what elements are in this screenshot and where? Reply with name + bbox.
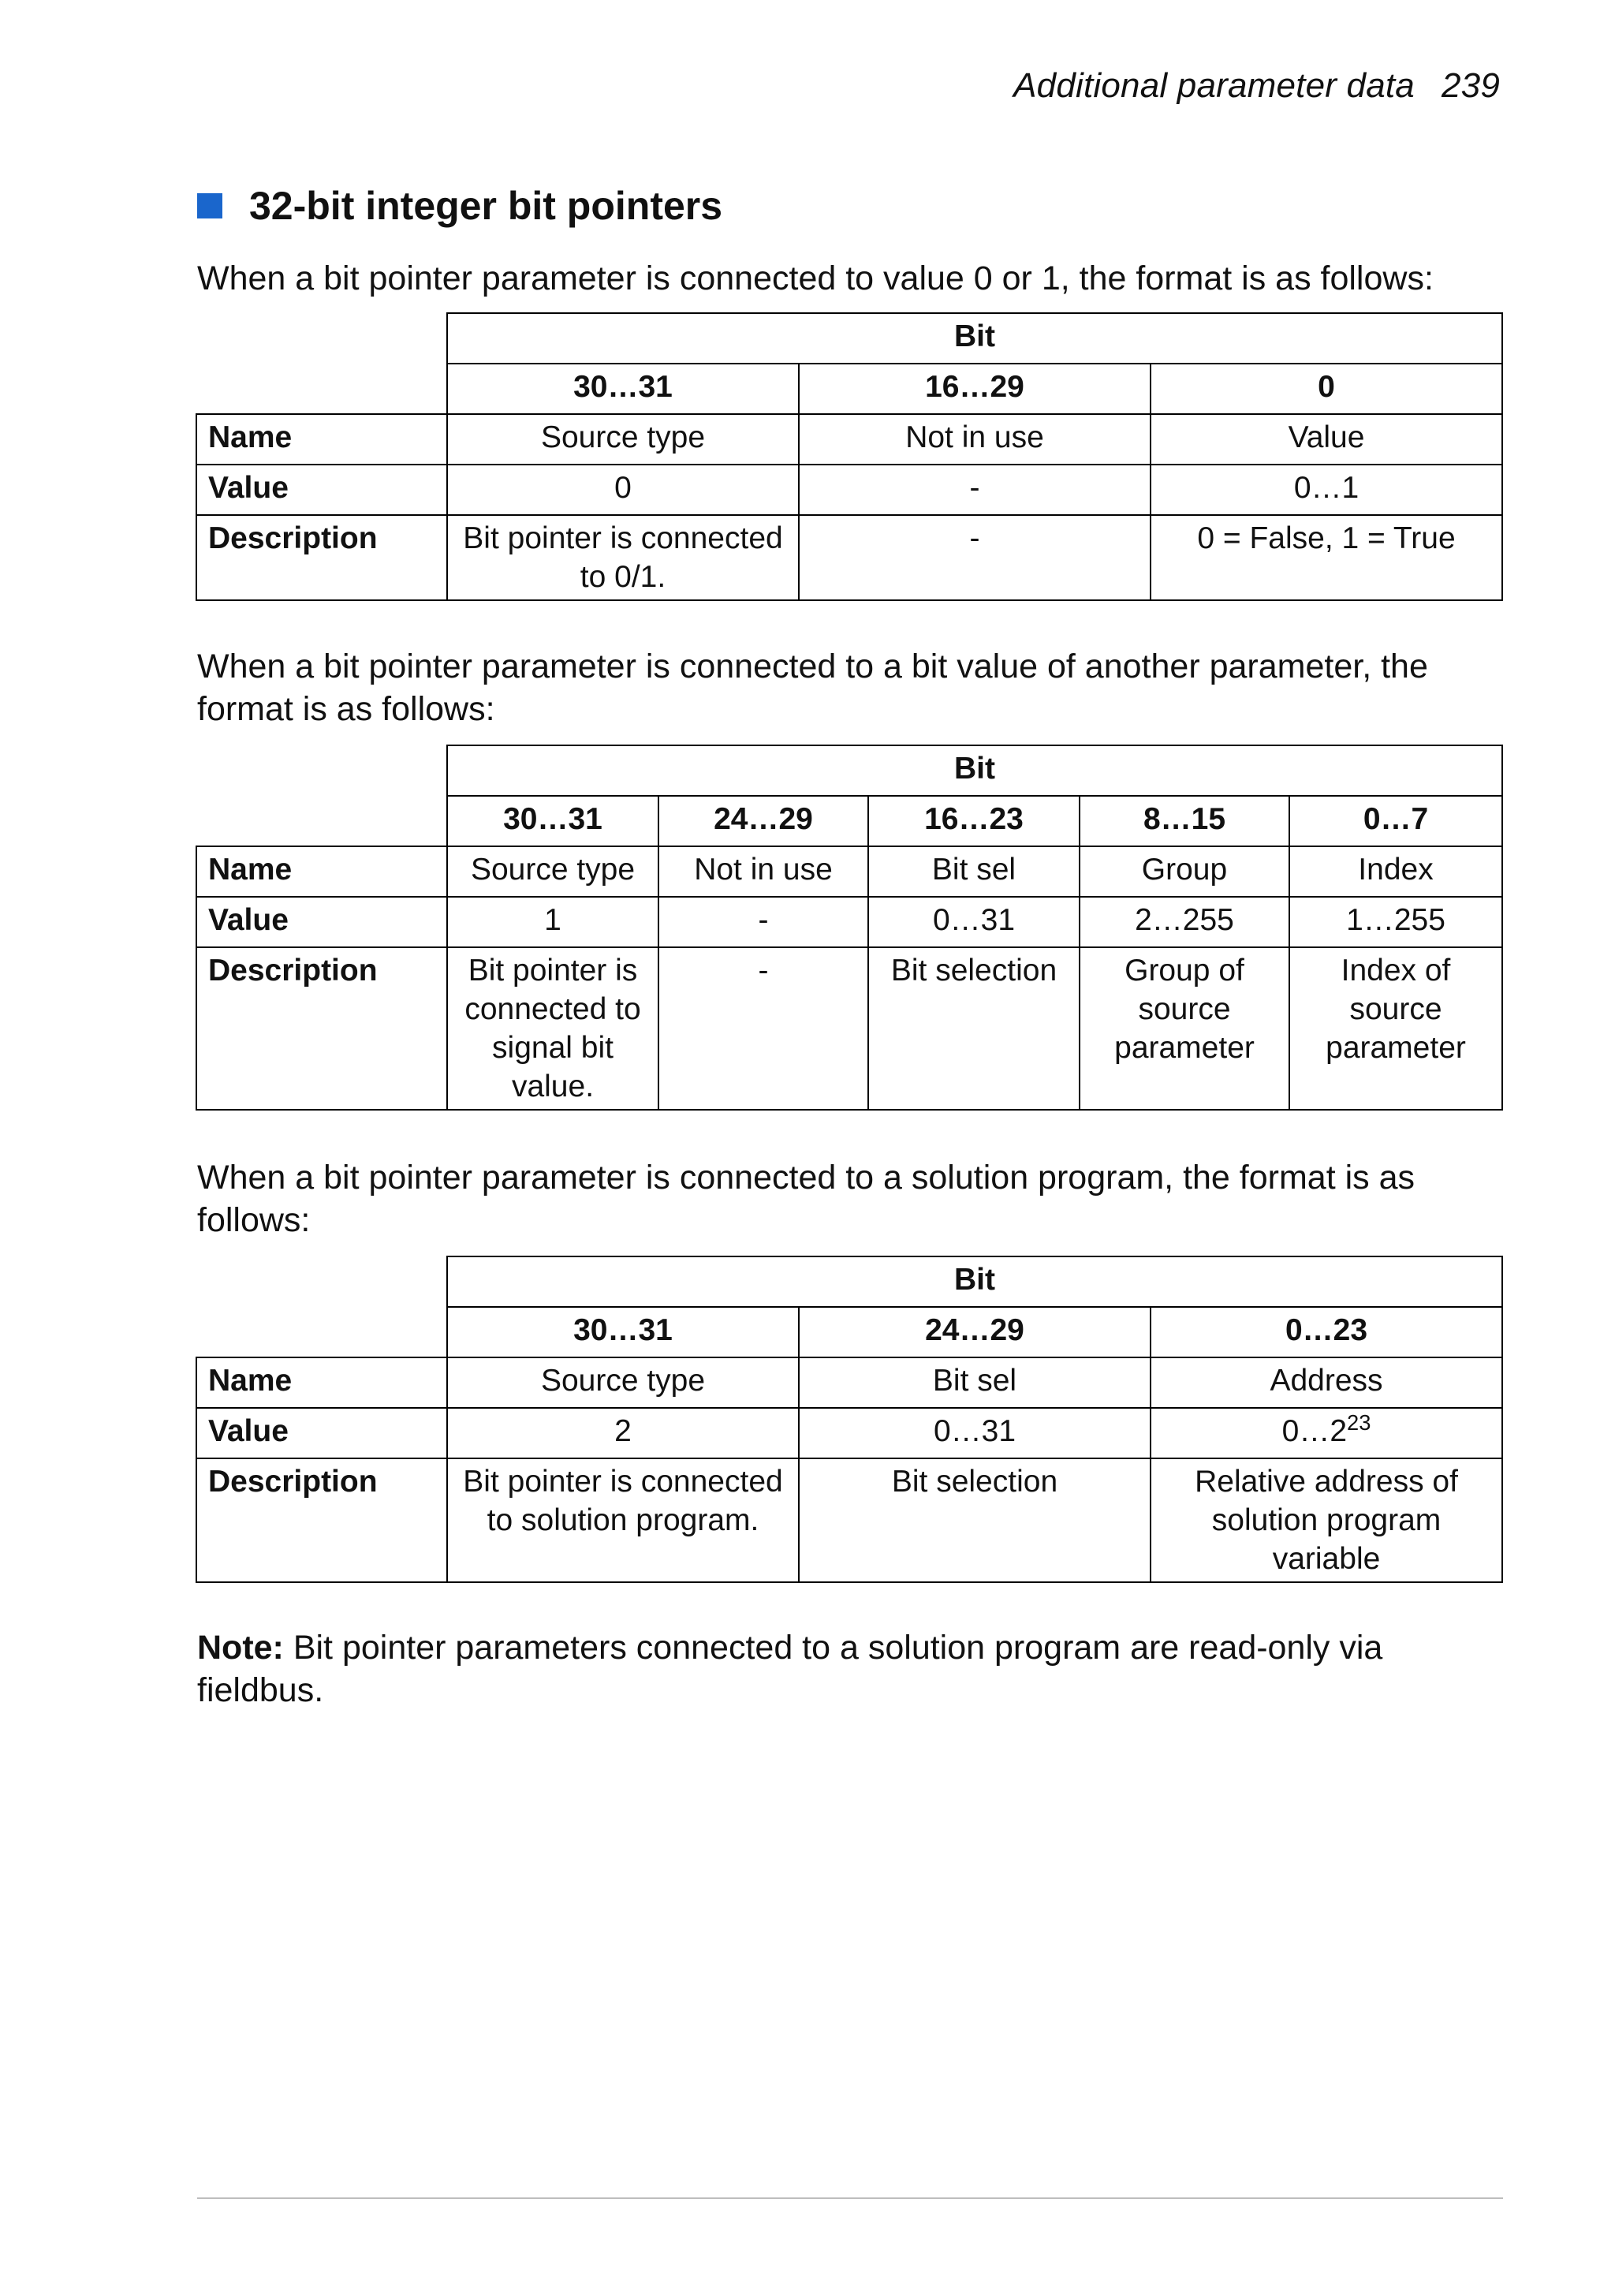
intro-paragraph-1: When a bit pointer parameter is connected to value 0 or 1, the format is as follows:	[197, 259, 1434, 297]
table-cell: Source type	[447, 846, 658, 897]
table-row	[196, 846, 1502, 897]
header-title: Additional parameter data	[1013, 66, 1415, 105]
section-heading	[197, 183, 722, 229]
column-header: 0…7	[1289, 796, 1502, 846]
table-row	[196, 1408, 1502, 1458]
column-header: 30…31	[447, 796, 658, 846]
row-label: Value	[196, 897, 447, 947]
note-text: Bit pointer parameters connected to a solution program are read-only via fieldbus.	[197, 1629, 1383, 1709]
note-paragraph	[197, 1626, 1506, 1712]
table-cell: Relative address of solution program variable	[1151, 1458, 1502, 1582]
column-header: 0…23	[1151, 1307, 1502, 1357]
table-cell: Index of source parameter	[1289, 947, 1502, 1110]
table-row	[196, 1307, 1502, 1357]
group-header: Bit	[447, 745, 1502, 796]
page-number: 239	[1441, 66, 1500, 105]
column-header: 8…15	[1080, 796, 1289, 846]
row-label: Description	[196, 947, 447, 1110]
note-label: Note:	[197, 1629, 284, 1667]
table-cell: Bit sel	[799, 1357, 1151, 1408]
column-header: 24…29	[658, 796, 868, 846]
section-title: 32-bit integer bit pointers	[249, 184, 723, 228]
intro-paragraph-2: When a bit pointer parameter is connected to a bit value of another parameter, the format is as follows:	[197, 648, 1428, 728]
footer-divider	[197, 2197, 1503, 2199]
table-cell: Source type	[447, 1357, 799, 1408]
row-label: Value	[196, 1408, 447, 1458]
bit-table-value	[196, 312, 1503, 601]
column-header: 24…29	[799, 1307, 1151, 1357]
table-row	[196, 364, 1502, 414]
bit-table-solution-program	[196, 1256, 1503, 1583]
row-label: Name	[196, 846, 447, 897]
table-cell: Group of source parameter	[1080, 947, 1289, 1110]
table-cell: -	[658, 897, 868, 947]
table-row	[196, 745, 1502, 796]
table-cell: Index	[1289, 846, 1502, 897]
row-label: Name	[196, 414, 447, 465]
intro-paragraph-3: When a bit pointer parameter is connected to a solution program, the format is as follows:	[197, 1159, 1415, 1239]
table-row	[196, 1357, 1502, 1408]
group-header: Bit	[447, 313, 1502, 364]
square-bullet-icon	[197, 193, 222, 218]
table-cell: Bit sel	[868, 846, 1080, 897]
row-label: Description	[196, 515, 447, 600]
column-header: 30…31	[447, 1307, 799, 1357]
table-cell: Bit pointer is connected to solution program.	[447, 1458, 799, 1582]
column-header: 16…23	[868, 796, 1080, 846]
table-cell: 1…255	[1289, 897, 1502, 947]
running-header	[1013, 66, 1500, 106]
table-cell: Group	[1080, 846, 1289, 897]
table-cell: Not in use	[658, 846, 868, 897]
table-cell: Value	[1151, 414, 1502, 465]
table-cell: -	[799, 465, 1151, 515]
row-label: Value	[196, 465, 447, 515]
table-row	[196, 515, 1502, 600]
table-cell: Not in use	[799, 414, 1151, 465]
table-cell: Bit selection	[799, 1458, 1151, 1582]
group-header: Bit	[447, 1256, 1502, 1307]
column-header: 0	[1151, 364, 1502, 414]
table-cell: 0	[447, 465, 799, 515]
bit-table-signal	[196, 745, 1503, 1111]
table-cell: 0…1	[1151, 465, 1502, 515]
table-row	[196, 947, 1502, 1110]
row-label: Description	[196, 1458, 447, 1582]
table-row	[196, 313, 1502, 364]
table-cell: 1	[447, 897, 658, 947]
table-cell: Address	[1151, 1357, 1502, 1408]
table-cell: -	[799, 515, 1151, 600]
table-row	[196, 796, 1502, 846]
table-row	[196, 414, 1502, 465]
address-base: 0…2	[1281, 1414, 1348, 1448]
table-cell-address-range	[1151, 1408, 1502, 1458]
table-cell: -	[658, 947, 868, 1110]
table-cell: 0 = False, 1 = True	[1151, 515, 1502, 600]
table-cell: 0…31	[868, 897, 1080, 947]
table-cell: Bit pointer is connected to signal bit value.	[447, 947, 658, 1110]
row-label: Name	[196, 1357, 447, 1408]
table-cell: 2…255	[1080, 897, 1289, 947]
column-header: 30…31	[447, 364, 799, 414]
table-cell: Bit selection	[868, 947, 1080, 1110]
table-row	[196, 897, 1502, 947]
table-cell: 0…31	[799, 1408, 1151, 1458]
table-cell: Bit pointer is connected to 0/1.	[447, 515, 799, 600]
table-cell: 2	[447, 1408, 799, 1458]
address-exponent: 23	[1347, 1410, 1371, 1435]
table-row	[196, 465, 1502, 515]
column-header: 16…29	[799, 364, 1151, 414]
table-row	[196, 1458, 1502, 1582]
table-row	[196, 1256, 1502, 1307]
table-cell: Source type	[447, 414, 799, 465]
